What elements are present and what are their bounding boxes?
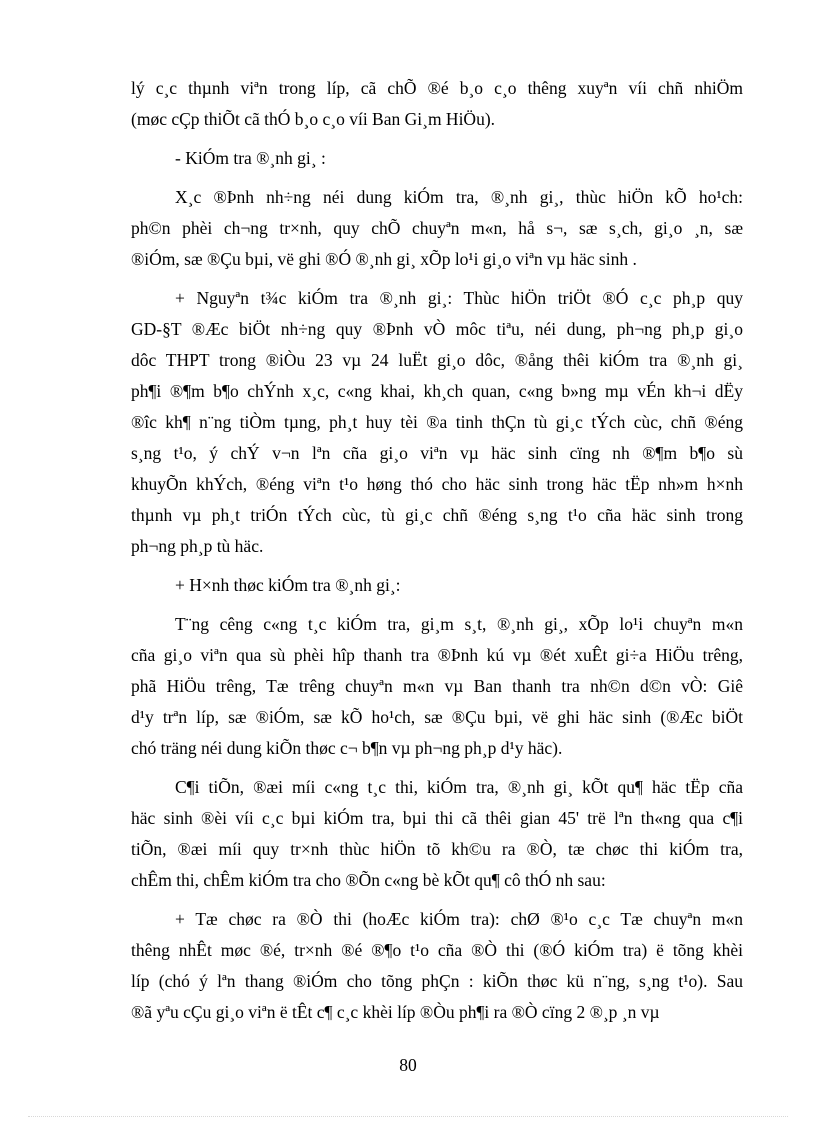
- document-body: [131, 73, 743, 1028]
- text-line: - KiÓm tra ®¸nh gi¸ :: [175, 148, 326, 168]
- text-line: d¹y trªn líp, sæ ®iÓm, sæ kÕ ho¹ch, sæ ®Çu bµi, vë ghi häc sinh (®Æc biÖt: [131, 707, 743, 727]
- text-line: phã HiÖu trêng, Tæ trêng chuyªn m«n vµ Ban thanh tra nh©n d©n vÒ: Giê: [131, 676, 743, 696]
- text-line: + Nguyªn t¾c kiÓm tra ®¸nh gi¸: Thùc hiÖn triÖt ®Ó c¸c ph¸p quy: [175, 288, 743, 308]
- text-line: dôc THPT trong ®iÒu 23 vµ 24 luËt gi¸o dôc, ®ång thêi kiÓm tra ®¸nh gi¸: [131, 350, 743, 370]
- footer-divider: [28, 1116, 788, 1117]
- paragraph: [131, 182, 743, 275]
- text-line: chÊm thi, chÊm kiÓm tra cho ®Õn c«ng bè kÕt qu¶ cô thÓ nh sau:: [131, 870, 606, 890]
- paragraph-gap: [131, 275, 743, 283]
- text-line: T¨ng cêng c«ng t¸c kiÓm tra, gi¸m s¸t, ®¸nh gi¸, xÕp lo¹i chuyªn m«n: [175, 614, 743, 634]
- paragraph-gap: [131, 135, 743, 143]
- text-line: tiÕn, ®æi míi quy tr×nh thùc hiÖn tõ kh©u ra ®Ò, tæ chøc thi kiÓm tra,: [131, 839, 743, 859]
- paragraph-gap: [131, 562, 743, 570]
- paragraph-gap: [131, 896, 743, 904]
- paragraph-gap: [131, 764, 743, 772]
- paragraph: [131, 772, 743, 896]
- paragraph: [131, 609, 743, 764]
- text-line: thêng nhÊt møc ®é, tr×nh ®é ®¶o t¹o cña ®Ò thi (®Ó kiÓm tra) ë tõng khèi: [131, 940, 743, 960]
- paragraph: [131, 904, 743, 1028]
- text-line: (møc cÇp thiÕt cã thÓ b¸o c¸o víi Ban Gi¸m HiÖu).: [131, 109, 496, 129]
- text-line: lý c¸c thµnh viªn trong líp, cã chÕ ®é b¸o c¸o thêng xuyªn víi chñ nhiÖm: [131, 78, 743, 98]
- text-line: khuyÕn khÝch, ®éng viªn t¹o høng thó cho häc sinh trong häc tËp nh»m h×nh: [131, 474, 743, 494]
- text-line: ph©n phèi ch¬ng tr×nh, quy chÕ chuyªn m«n, hå s¬, sæ s¸ch, gi¸o ¸n, sæ: [131, 218, 743, 238]
- text-line: chó träng néi dung kiÕn thøc c¬ b¶n vµ ph¬ng ph¸p d¹y häc).: [131, 738, 563, 758]
- text-line: ®îc kh¶ n¨ng tiÒm tµng, ph¸t huy tèi ®a tinh thÇn tù gi¸c tÝch cùc, chñ ®éng: [131, 412, 743, 432]
- text-line: C¶i tiÕn, ®æi míi c«ng t¸c thi, kiÓm tra, ®¸nh gi¸ kÕt qu¶ häc tËp cña: [175, 777, 743, 797]
- paragraph: [131, 570, 743, 601]
- text-line: X¸c ®Þnh nh÷ng néi dung kiÓm tra, ®¸nh gi¸, thùc hiÖn kÕ ho¹ch:: [175, 187, 743, 207]
- text-line: s¸ng t¹o, ý chÝ v¬n lªn cña gi¸o viªn vµ häc sinh cïng nh ®¶m b¶o sù: [131, 443, 743, 463]
- text-line: + Tæ chøc ra ®Ò thi (hoÆc kiÓm tra): chØ ®¹o c¸c Tæ chuyªn m«n: [175, 909, 743, 929]
- text-line: + H×nh thøc kiÓm tra ®¸nh gi¸:: [175, 575, 401, 595]
- page-number: 80: [399, 1055, 417, 1075]
- paragraph: [131, 73, 743, 135]
- paragraph: [131, 283, 743, 562]
- text-line: ®ã yªu cÇu gi¸o viªn ë tÊt c¶ c¸c khèi líp ®Òu ph¶i ra ®Ò cïng 2 ®¸p ¸n vµ: [131, 1002, 660, 1022]
- text-line: GD-§T ®Æc biÖt nh÷ng quy ®Þnh vÒ môc tiªu, néi dung, ph¬ng ph¸p gi¸o: [131, 319, 743, 339]
- text-line: cña gi¸o viªn qua sù phèi hîp thanh tra ®Þnh kú vµ ®ét xuÊt gi÷a HiÖu trêng,: [131, 645, 743, 665]
- text-line: ph¬ng ph¸p tù häc.: [131, 536, 264, 556]
- text-line: häc sinh ®èi víi c¸c bµi kiÓm tra, bµi thi cã thêi gian 45' trë lªn th«ng qua c¶i: [131, 808, 743, 828]
- paragraph-gap: [131, 174, 743, 182]
- text-line: ph¶i ®¶m b¶o chÝnh x¸c, c«ng khai, kh¸ch quan, c«ng b»ng mµ vÉn kh¬i dËy: [131, 381, 743, 401]
- paragraph-gap: [131, 601, 743, 609]
- paragraph: [131, 143, 743, 174]
- text-line: líp (chó ý lªn thang ®iÓm cho tõng phÇn : kiÕn thøc kü n¨ng, s¸ng t¹o). Sau: [131, 971, 743, 991]
- text-line: thµnh vµ ph¸t triÓn tÝch cùc, tù gi¸c chñ ®éng s¸ng t¹o cña häc sinh trong: [131, 505, 743, 525]
- text-line: ®iÓm, sæ ®Çu bµi, vë ghi ®Ó ®¸nh gi¸ xÕp lo¹i gi¸o viªn vµ häc sinh .: [131, 249, 637, 269]
